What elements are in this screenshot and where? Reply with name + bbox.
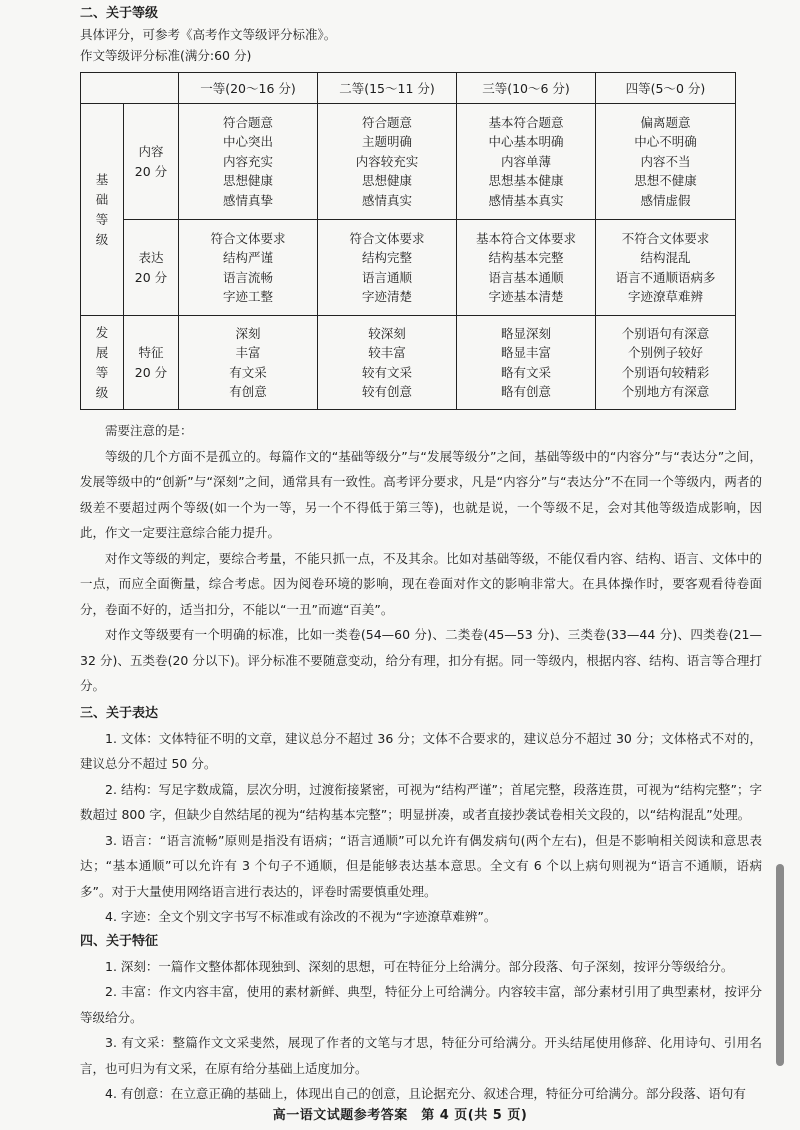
expression-item: 2. 结构：写足字数成篇，层次分明，过渡衔接紧密，可视为“结构严谨”；首尾完整，段落连贯，可视为“结构完整”；字数超过 800 字，但缺少自然结尾的视为“结构基本完整”；明显拼凑，或者直接抄袭试卷相关文段的，以“结构混乱”处理。	[80, 781, 763, 822]
expression-item: 4. 字迹：全文个别文字书写不标准或有涂改的不视为“字迹潦草难辨”。	[105, 909, 497, 924]
table-cell: 基本符合文体要求 结构基本完整 语言基本通顺 字迹基本清楚	[457, 220, 596, 316]
feature-item: 1. 深刻：一篇作文整体都体现独到、深刻的思想，可在特征分上给满分。部分段落、句子深刻，按评分等级给分。	[105, 958, 734, 974]
table-cell: 符合题意 中心突出 内容充实 思想健康 感情真挚	[179, 104, 318, 220]
notes-paragraph: 对作文等级要有一个明确的标准，比如一类卷(54—60 分)、二类卷(45—53 分)、三类卷(33—44 分)、四类卷(21—32 分)、五类卷(20 分以下)。评分标准不要随意变动，给分有理，扣分有据。同一等级内，根据内容、结构、语言等合理打分。	[80, 627, 762, 693]
group-label-basic: 基 础 等 级	[81, 104, 124, 316]
table-cell: 不符合文体要求 结构混乱 语言不通顺语病多 字迹潦草难辨	[596, 220, 736, 316]
row-label-content: 内容 20 分	[124, 104, 179, 220]
scrollbar-thumb[interactable]	[776, 864, 784, 1066]
section4-title: 四、关于特征	[80, 933, 159, 949]
grading-table	[80, 72, 736, 410]
row-label-feature: 特征 20 分	[124, 316, 179, 410]
expression-item: 1. 文体：文体特征不明的文章，建议总分不超过 36 分；文体不合要求的，建议总分不超过 30 分；文体格式不对的，建议总分不超过 50 分。	[80, 730, 762, 771]
section2-line2: 作文等级评分标准(满分:60 分)	[80, 48, 252, 63]
section3-title: 三、关于表达	[80, 705, 159, 721]
feature-item: 2. 丰富：作文内容丰富，使用的素材新鲜、典型，特征分上可给满分。内容较丰富，部分素材引用了典型素材，按评分等级给分。	[80, 984, 762, 1025]
table-cell: 个别语句有深意 个别例子较好 个别语句较精彩 个别地方有深意	[596, 316, 736, 410]
document-page	[80, 4, 762, 1107]
section2-title: 二、关于等级	[80, 6, 159, 21]
feature-item: 4. 有创意：在立意正确的基础上，体现出自己的创意，且论据充分、叙述合理，特征分可给满分。部分段落、语句有	[105, 1086, 746, 1101]
table-row-feature	[81, 316, 736, 410]
table-cell: 偏离题意 中心不明确 内容不当 思想不健康 感情虚假	[596, 104, 736, 220]
table-cell: 较深刻 较丰富 较有文采 较有创意	[318, 316, 457, 410]
table-header-row	[81, 73, 736, 104]
notes-paragraph: 等级的几个方面不是孤立的。每篇作文的“基础等级分”与“发展等级分”之间，基础等级中的“内容分”与“表达分”之间，发展等级中的“创新”与“深刻”之间，通常具有一致性。高考评分要求，凡是“内容分”与“表达分”不在同一个等级内，两者的级差不要超过两个等级(如一个为一等，另一个不得低于第三等)，也就是说，一个等级不足，会对其他等级造成影响，因此，作文一定要注意综合能力提升。	[80, 448, 762, 540]
row-label-expression: 表达 20 分	[124, 220, 179, 316]
notes-paragraph: 对作文等级的判定，要综合考量，不能只抓一点，不及其余。比如对基础等级，不能仅看内容、结构、语言、文体中的一点，而应全面衡量，综合考虑。因为阅卷环境的影响，现在卷面对作文的影响非常大。在具体操作时，要客观看待卷面分，卷面不好的，适当扣分，不能以“一丑”而遮“百美”。	[80, 550, 762, 617]
table-cell: 深刻 丰富 有文采 有创意	[179, 316, 318, 410]
table-cell: 符合文体要求 结构完整 语言通顺 字迹清楚	[318, 220, 457, 316]
table-row-content	[81, 104, 736, 220]
grade-header: 四等(5～0 分)	[596, 73, 736, 104]
table-cell: 基本符合题意 中心基本明确 内容单薄 思想基本健康 感情基本真实	[457, 104, 596, 220]
feature-item: 3. 有文采：整篇作文文采斐然，展现了作者的文笔与才思，特征分可给满分。开头结尾使用修辞、化用诗句、引用名言，也可归为有文采，在原有给分基础上适度加分。	[80, 1035, 762, 1076]
grade-header: 一等(20～16 分)	[179, 73, 318, 104]
table-corner-cell	[81, 73, 179, 104]
page-footer: 高一语文试题参考答案 第 4 页(共 5 页)	[272, 1108, 528, 1123]
grade-header: 二等(15～11 分)	[318, 73, 457, 104]
table-cell: 符合题意 主题明确 内容较充实 思想健康 感情真实	[318, 104, 457, 220]
notes-intro: 需要注意的是：	[105, 423, 193, 438]
table-cell: 略显深刻 略显丰富 略有文采 略有创意	[457, 316, 596, 410]
expression-item: 3. 语言：“语言流畅”原则是指没有语病；“语言通顺”可以允许有偶发病句(两个左右)，但是不影响相关阅读和意思表达；“基本通顺”可以允许有 3 个句子不通顺，但是能够表达基本意思。全文有 6 个以上病句则视为“语言不通顺，语病多”。对于大量使用网络语言进行表达的，评卷时需要慎重处理。	[80, 832, 762, 899]
table-cell: 符合文体要求 结构严谨 语言流畅 字迹工整	[179, 220, 318, 316]
grade-header: 三等(10～6 分)	[457, 73, 596, 104]
section2-line1: 具体评分，可参考《高考作文等级评分标准》。	[80, 27, 337, 42]
group-label-development: 发 展 等 级	[81, 316, 124, 410]
table-row-expression	[81, 220, 736, 316]
